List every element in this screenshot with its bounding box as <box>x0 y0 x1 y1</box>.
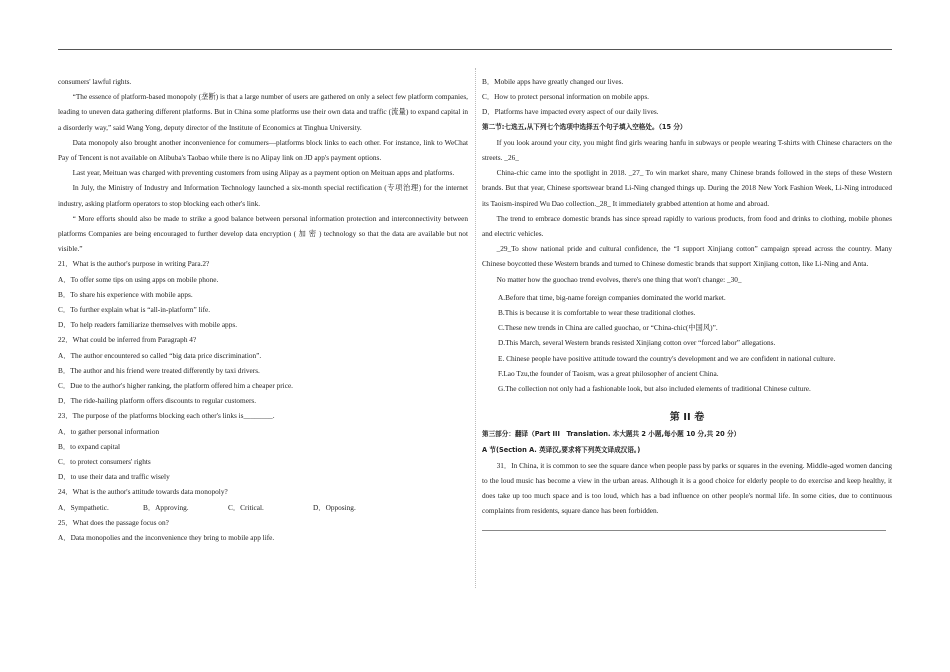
passage-paragraph-5: In July, the Ministry of Industry and Information Technology launched a six-month special rectification (专项治理) for the internet industry, asking platform operators to stop blocking each other's link. <box>58 183 468 208</box>
question-23-option-a: A．to gather personal information <box>58 426 160 436</box>
question-23-option-b: B．to expand capital <box>58 441 121 451</box>
right-column <box>482 74 892 531</box>
question-22-option-d: D．The ride-hailing platform offers discounts to regular customers. <box>58 396 257 406</box>
cloze-paragraph-2: China-chic came into the spotlight in 2018. _27_ To win market share, many Chinese brands followed in the steps of these Western brands. But that year, Chinese sportswear brand Li-Ning changed things up. During the 2018 New York Fashion Week, Li-Ning introduced its Taoism-inspired Wu Dao collection._28_ It immediately grabbed attention at home and abroad. <box>482 168 892 208</box>
question-25-option-a: A．Data monopolies and the inconvenience they bring to mobile app life. <box>58 533 275 543</box>
passage-paragraph-3: Data monopoly also brought another inconvenience for comumers—platforms block links to each other. For instance, link to WeChat Pay of Tencent is not available on Alibuba's Taobao while there is no Alipay link on JD app's payment options. <box>58 137 468 163</box>
question-21-option-a: A．To offer some tips on using apps on mobile phone. <box>58 274 219 284</box>
section-2-heading: 第二节:七选五,从下列七个选项中选择五个句子填入空格处。（15 分） <box>482 122 687 131</box>
question-22-stem: 22．What could be inferred from Paragraph 4? <box>58 335 197 345</box>
question-23-option-c: C．to protect consumers' rights <box>58 457 151 467</box>
question-24-options <box>58 500 468 515</box>
cloze-paragraph-3: The trend to embrace domestic brands has since spread rapidly to various products, from food and drinks to clothing, mobile phones and electric vehicles. <box>482 213 892 239</box>
volume-2-title: 第 II 卷 <box>669 412 705 424</box>
cloze-choice-e: E. Chinese people have positive attitude toward the country's development and we are confident in national culture. <box>498 353 836 363</box>
question-22-option-a: A．The author encountered so called “big data price discrimination”. <box>58 350 262 360</box>
question-24-option-d: D．Opposing. <box>313 502 356 512</box>
question-25-option-c: C．How to protect personal information on mobile apps. <box>482 92 649 102</box>
cloze-choice-g: G.The collection not only had a fashionable look, but also included elements of traditional Chinese culture. <box>498 384 811 394</box>
question-23-stem: 23．The purpose of the platforms blocking each other's links is________. <box>58 411 275 421</box>
question-24-option-a: A．Sympathetic. <box>58 502 109 512</box>
header-rule <box>58 49 892 50</box>
question-24-option-c: C．Critical. <box>228 502 264 512</box>
section-a-heading: A 节(Section A. 英译汉,要求将下列英文译成汉语。) <box>482 445 641 454</box>
cloze-paragraph-1: If you look around your city, you might find girls wearing hanfu in subways or people wearing T-shirts with Chinese characters on the streets. _26_ <box>482 137 892 163</box>
question-23-option-d: D．to use their data and traffic wisely <box>58 472 170 482</box>
question-21-option-b: B．To share his experience with mobile apps. <box>58 289 193 299</box>
question-21-option-c: C．To further explain what is “all-in-platform” life. <box>58 305 211 315</box>
question-21-stem: 21．What is the author's purpose in writing Para.2? <box>58 259 210 269</box>
cloze-paragraph-5: No matter how the guochao trend evolves, there's one thing that won't change: _30_ <box>496 274 742 284</box>
part-3-heading: 第三部分：翻译（Part III Translation. 本大题共 2 小题,每小题 10 分,共 20 分） <box>482 430 741 439</box>
question-31-text: 31．In China, it is common to see the square dance when people pass by parks or squares in the evening. Middle-aged women dancing to the loud music has become a view in the urban areas. Although it is a good choice for elderly people to do exercise and keep healthy, it does take up too much space and is too loud, which has a bad influence on other people's normal life. In some cities, due to continuous complaints from residents, square dance has been forbidden. <box>482 460 892 516</box>
column-divider <box>475 68 476 588</box>
passage-paragraph-6: “ More efforts should also be made to strike a good balance between personal information protection and interconnectivity between platforms Companies are being encouraged to further develop data encryption ( 加 密 ) technology so that the data are available but not visible.” <box>58 213 468 254</box>
cloze-choice-d: D.This March, several Western brands resisted Xinjiang cotton over “forced labor” allegations. <box>498 338 776 348</box>
question-22-option-c: C．Due to the author's higher ranking, the platform offered him a cheaper price. <box>58 381 294 391</box>
passage-paragraph-4: Last year, Meituan was charged with preventing customers from using Alipay as a payment option on Meituan apps and platforms. <box>72 168 455 178</box>
question-22-option-b: B．The author and his friend were treated differently by taxi drivers. <box>58 365 260 375</box>
question-24-stem: 24．What is the author's attitude towards data monopoly? <box>58 487 228 497</box>
question-24-option-b: B．Approving. <box>143 502 189 512</box>
cloze-choice-a: A.Before that time, big-name foreign companies dominated the world market. <box>498 292 726 302</box>
left-column <box>58 74 468 545</box>
cloze-paragraph-4: _29_To show national pride and cultural confidence, the “I support Xinjiang cotton” campaign spread across the country. Many Chinese boycotted these Western brands and turned to Chinese domestic brands that support Xinjiang cotton, like Li-Ning and Anta. <box>482 244 892 269</box>
passage-continuation: consumers' lawful rights. <box>58 77 132 86</box>
cloze-choice-f: F.Lao Tzu,the founder of Taoism, was a great philosopher of ancient China. <box>498 368 719 378</box>
question-21-option-d: D．To help readers familiarize themselves with mobile apps. <box>58 320 238 330</box>
answer-line[interactable] <box>482 529 886 531</box>
passage-paragraph-2: “The essence of platform-based monopoly (垄断) is that a large number of users are gathered on only a select few platform companies, leading to uneven data gathering different platforms. But in China some platforms use their own data and traffic (流量) to expand capital in a disorderly way,” said Wang Yong, deputy director of the Institute of Economics at Tinghua University. <box>58 92 468 132</box>
cloze-choice-b: B.This is because it is comfortable to wear these traditional clothes. <box>498 308 696 318</box>
question-25-option-d: D．Platforms have impacted every aspect of our daily lives. <box>482 107 659 117</box>
question-25-option-b: B．Mobile apps have greatly changed our lives. <box>482 77 624 86</box>
cloze-choice-c: C.These new trends in China are called guochao, or “China-chic(中国风)”. <box>498 323 718 333</box>
question-25-stem: 25．What does the passage focus on? <box>58 517 169 527</box>
